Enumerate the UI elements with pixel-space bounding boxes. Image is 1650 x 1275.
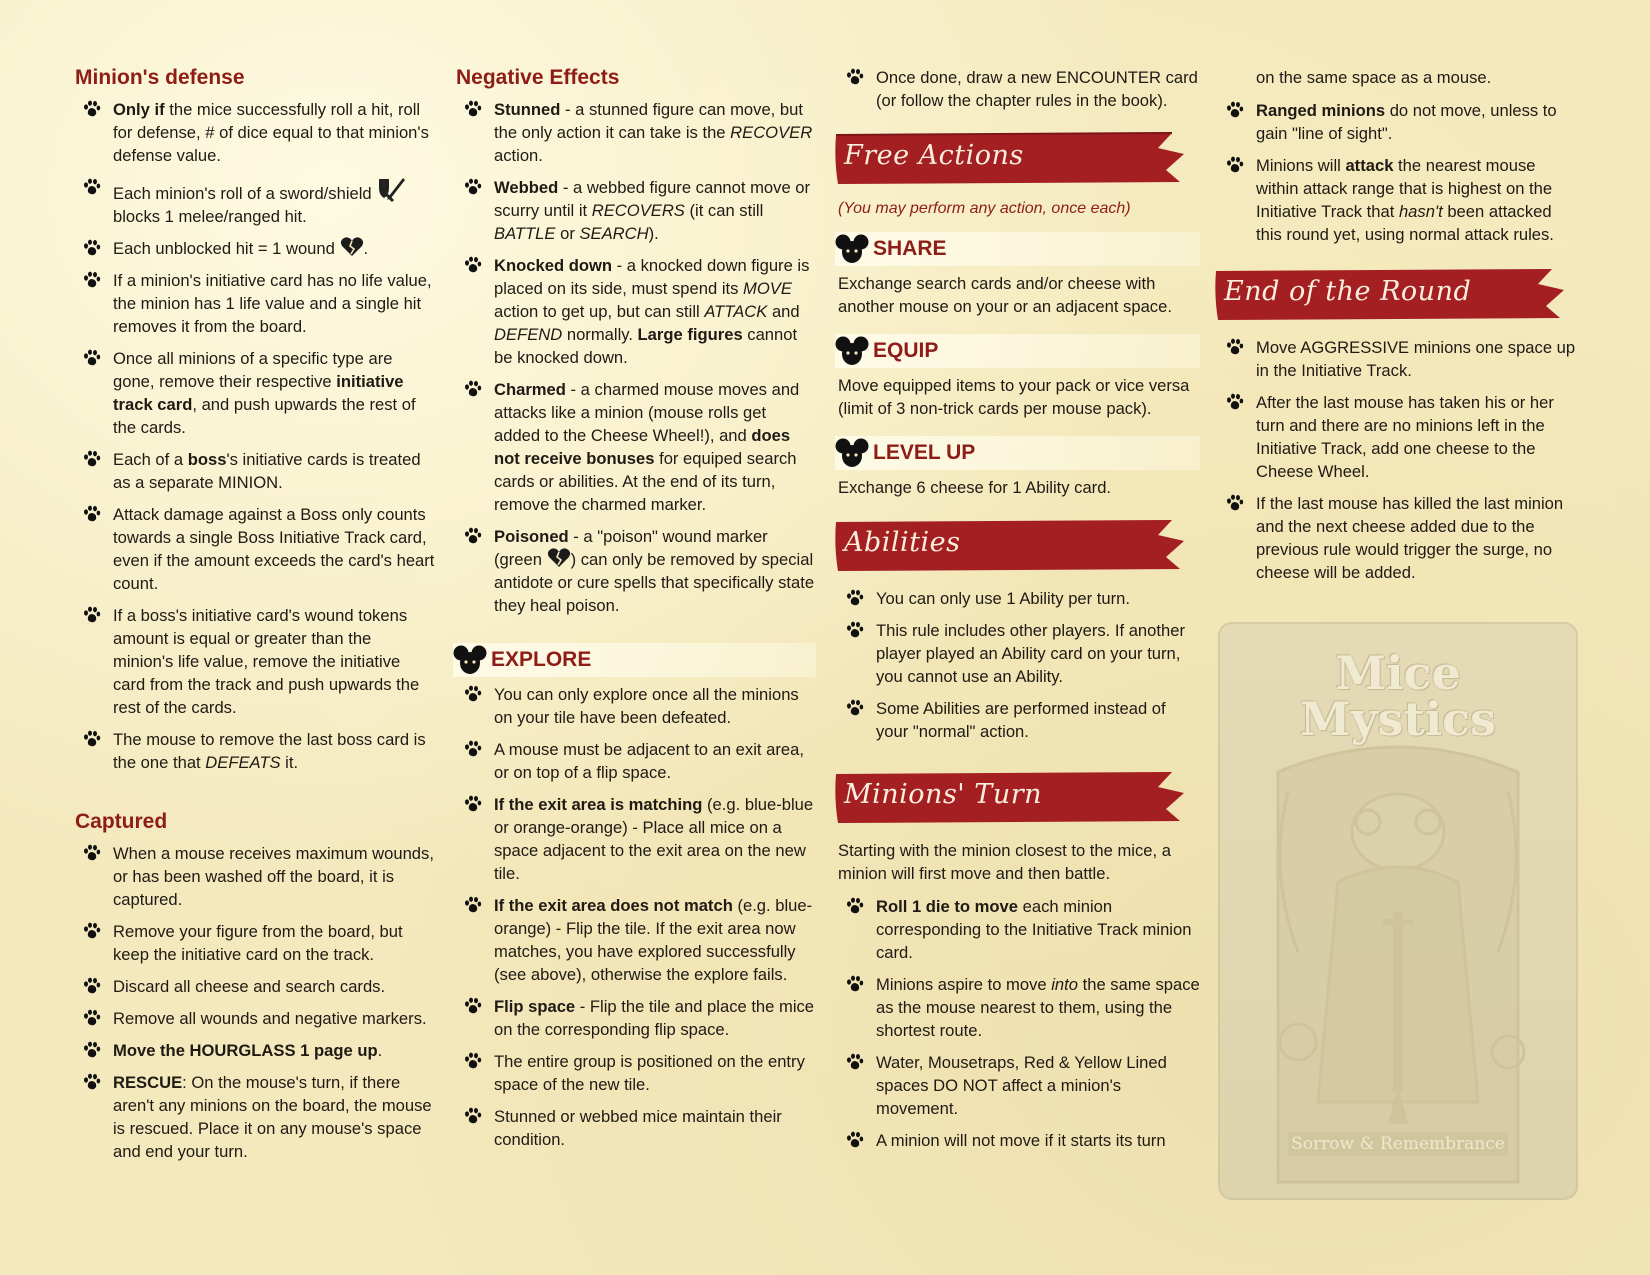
list-item: After the last mouse has taken his or her turn and there are no minions left in the Initiative Track, add one cheese to the Cheese Wheel. — [1218, 391, 1580, 483]
paw-icon — [846, 699, 864, 717]
list-item: Roll 1 die to move each minion corresponding to the Initiative Track minion card. — [838, 895, 1200, 964]
cover-subtitle: Sorrow & Remembrance — [1288, 1132, 1508, 1156]
paw-icon — [464, 795, 482, 813]
paw-icon — [83, 505, 101, 523]
list-item: When a mouse receives maximum wounds, or has been washed off the board, it is captured. — [75, 842, 435, 911]
negative-effects-list — [456, 98, 816, 617]
paw-icon — [464, 896, 482, 914]
abilities-banner — [832, 517, 1188, 573]
list-item: A mouse must be adjacent to an exit area, or on top of a flip space. — [456, 738, 816, 784]
paw-icon — [83, 100, 101, 118]
list-item: This rule includes other players. If another player played an Ability card on your turn, you cannot use an Ability. — [838, 619, 1200, 688]
negative-effects-heading: Negative Effects — [456, 66, 620, 89]
minions-defense-list — [75, 98, 435, 774]
abilities-title: Abilities — [844, 527, 961, 558]
list-item: Minions aspire to move into the same space as the mouse nearest to them, using the shortest route. — [838, 973, 1200, 1042]
list-item: Attack damage against a Boss only counts towards a single Boss Initiative Track card, even if the amount exceeds the card's heart count. — [75, 503, 435, 595]
cover-art — [1218, 622, 1578, 1200]
paw-icon — [846, 975, 864, 993]
list-item: The entire group is positioned on the entry space of the new tile. — [456, 1050, 816, 1096]
sword-shield-icon — [376, 176, 406, 202]
paw-icon — [83, 239, 101, 257]
list-item: Only if the mice successfully roll a hit, roll for defense, # of dice equal to that minion's defense value. — [75, 98, 435, 167]
end-of-round-title: End of the Round — [1224, 276, 1472, 307]
paw-icon — [83, 1041, 101, 1059]
column-4 — [1218, 66, 1580, 593]
list-item: Move the HOURGLASS 1 page up. — [75, 1039, 435, 1062]
minions-turn-banner — [832, 769, 1188, 825]
paw-icon — [1226, 156, 1244, 174]
paw-icon — [83, 922, 101, 940]
paw-icon — [1226, 494, 1244, 512]
paw-icon — [464, 527, 482, 545]
list-item: Remove all wounds and negative markers. — [75, 1007, 435, 1030]
list-item: Each unblocked hit = 1 wound . — [75, 237, 435, 260]
list-item: Webbed - a webbed figure cannot move or scurry until it RECOVERS (it can still BATTLE or SEARCH). — [456, 176, 816, 245]
captured-heading: Captured — [75, 810, 168, 833]
paw-icon — [464, 256, 482, 274]
list-item: You can only explore once all the minions on your tile have been defeated. — [456, 683, 816, 729]
paw-icon — [83, 271, 101, 289]
share-title: SHARE — [873, 237, 947, 260]
list-item: If a boss's initiative card's wound tokens amount is equal or greater than the minion's life value, remove the initiative card from the track and push upwards the rest of the cards. — [75, 604, 435, 719]
paw-icon — [83, 349, 101, 367]
mouse-head-icon — [835, 335, 869, 367]
level-up-text: Exchange 6 cheese for 1 Ability card. — [838, 478, 1112, 497]
paw-icon — [83, 844, 101, 862]
explore-title: EXPLORE — [491, 648, 592, 671]
list-item: Stunned or webbed mice maintain their condition. — [456, 1105, 816, 1151]
list-item: Once all minions of a specific type are gone, remove their respective initiative track card, and push upwards the rest of the cards. — [75, 347, 435, 439]
list-item: If the last mouse has killed the last minion and the next cheese added due to the previous rule would trigger the surge, no cheese will be added. — [1218, 492, 1580, 584]
paw-icon — [83, 977, 101, 995]
list-item: Each minion's roll of a sword/shield blocks 1 melee/ranged hit. — [75, 176, 435, 228]
broken-heart-icon — [340, 237, 364, 257]
paw-icon — [846, 897, 864, 915]
paw-icon — [83, 450, 101, 468]
list-item: Water, Mousetraps, Red & Yellow Lined spaces DO NOT affect a minion's movement. — [838, 1051, 1200, 1120]
paw-icon — [83, 606, 101, 624]
paw-icon — [464, 100, 482, 118]
list-item: Stunned - a stunned figure can move, but the only action it can take is the RECOVER action. — [456, 98, 816, 167]
list-item: If the exit area does not match (e.g. blue-orange) - Flip the tile. If the exit area now matches, you have explored successfully (see above), otherwise the explore fails. — [456, 894, 816, 986]
share-text: Exchange search cards and/or cheese with another mouse on your or an adjacent space. — [838, 274, 1172, 316]
paw-icon — [464, 1052, 482, 1070]
paw-icon — [1226, 393, 1244, 411]
list-item: Poisoned - a "poison" wound marker (green ) can only be removed by special antidote or cure spells that specifically state they heal poison. — [456, 525, 816, 617]
paw-icon — [846, 1131, 864, 1149]
list-item: A minion will not move if it starts its turn — [838, 1129, 1200, 1152]
list-item: If the exit area is matching (e.g. blue-blue or orange-orange) - Place all mice on a space adjacent to the exit area on the new tile. — [456, 793, 816, 885]
list-item: RESCUE: On the mouse's turn, if there aren't any minions on the board, the mouse is rescued. Place it on any mouse's space and end your turn. — [75, 1071, 435, 1163]
mouse-head-icon — [453, 644, 487, 676]
captured-list — [75, 842, 435, 1163]
list-item: Flip space - Flip the tile and place the mice on the corresponding flip space. — [456, 995, 816, 1041]
column-3 — [838, 66, 1200, 1161]
end-of-round-list — [1218, 336, 1580, 584]
paw-icon — [464, 740, 482, 758]
paw-icon — [464, 1107, 482, 1125]
minions-turn-title: Minions' Turn — [844, 779, 1043, 810]
paw-icon — [464, 997, 482, 1015]
paw-icon — [464, 380, 482, 398]
minions-turn-intro: Starting with the minion closest to the mice, a minion will first move and then battle. — [838, 841, 1171, 883]
paw-icon — [464, 685, 482, 703]
list-item: You can only use 1 Ability per turn. — [838, 587, 1200, 610]
list-item: The mouse to remove the last boss card is the one that DEFEATS it. — [75, 728, 435, 774]
list-item: Knocked down - a knocked down figure is placed on its side, must spend its MOVE action to get up, but can still ATTACK and DEFEND normally. Large figures cannot be knocked down. — [456, 254, 816, 369]
list-item: Move AGGRESSIVE minions one space up in the Initiative Track. — [1218, 336, 1580, 382]
list-item: Remove your figure from the board, but keep the initiative card on the track. — [75, 920, 435, 966]
minions-turn-continued-list — [1218, 99, 1580, 246]
paw-icon — [846, 589, 864, 607]
equip-text: Move equipped items to your pack or vice versa (limit of 3 non-trick cards per mouse pack). — [838, 376, 1190, 418]
equip-title: EQUIP — [873, 339, 939, 362]
paw-icon — [464, 178, 482, 196]
list-item: Discard all cheese and search cards. — [75, 975, 435, 998]
explore-section-header — [453, 643, 816, 677]
explore-list — [456, 683, 816, 1151]
encounter-list — [838, 66, 1200, 112]
paw-icon — [846, 621, 864, 639]
list-item: Each of a boss's initiative cards is treated as a separate MINION. — [75, 448, 435, 494]
paw-icon — [846, 1053, 864, 1071]
list-item: If a minion's initiative card has no life value, the minion has 1 life value and a single hit removes it from the board. — [75, 269, 435, 338]
paw-icon — [846, 68, 864, 86]
list-item: Once done, draw a new ENCOUNTER card (or follow the chapter rules in the book). — [838, 66, 1200, 112]
continued-text: on the same space as a mouse. — [1256, 68, 1492, 87]
minions-defense-heading: Minion's defense — [75, 66, 245, 89]
mouse-head-icon — [835, 233, 869, 265]
level-up-section-header — [835, 436, 1200, 470]
list-item: Some Abilities are performed instead of your "normal" action. — [838, 697, 1200, 743]
paw-icon — [83, 1009, 101, 1027]
mouse-head-icon — [835, 437, 869, 469]
list-item: Charmed - a charmed mouse moves and attacks like a minion (mouse rolls get added to the Cheese Wheel!), and does not receive bonuses for equiped search cards or abilities. At the end of its turn, remove the charmed marker. — [456, 378, 816, 516]
paw-icon — [83, 1073, 101, 1091]
share-section-header — [835, 232, 1200, 266]
cover-title: Mice Mystics — [1299, 646, 1497, 746]
broken-heart-icon — [547, 548, 571, 568]
end-of-round-banner — [1212, 266, 1568, 322]
column-2 — [456, 66, 816, 1160]
column-1 — [75, 66, 435, 1172]
paw-icon — [1226, 338, 1244, 356]
free-actions-note: (You may perform any action, once each) — [838, 200, 1131, 217]
minions-turn-list — [838, 895, 1200, 1152]
paw-icon — [83, 178, 101, 196]
equip-section-header — [835, 334, 1200, 368]
paw-icon — [1226, 101, 1244, 119]
list-item: Ranged minions do not move, unless to gain "line of sight". — [1218, 99, 1580, 145]
list-item: Minions will attack the nearest mouse within attack range that is highest on the Initiative Track that hasn't been attacked this round yet, using normal attack rules. — [1218, 154, 1580, 246]
paw-icon — [83, 730, 101, 748]
abilities-list — [838, 587, 1200, 743]
free-actions-title: Free Actions — [844, 140, 1024, 171]
free-actions-banner — [832, 130, 1188, 186]
level-up-title: LEVEL UP — [873, 441, 976, 464]
